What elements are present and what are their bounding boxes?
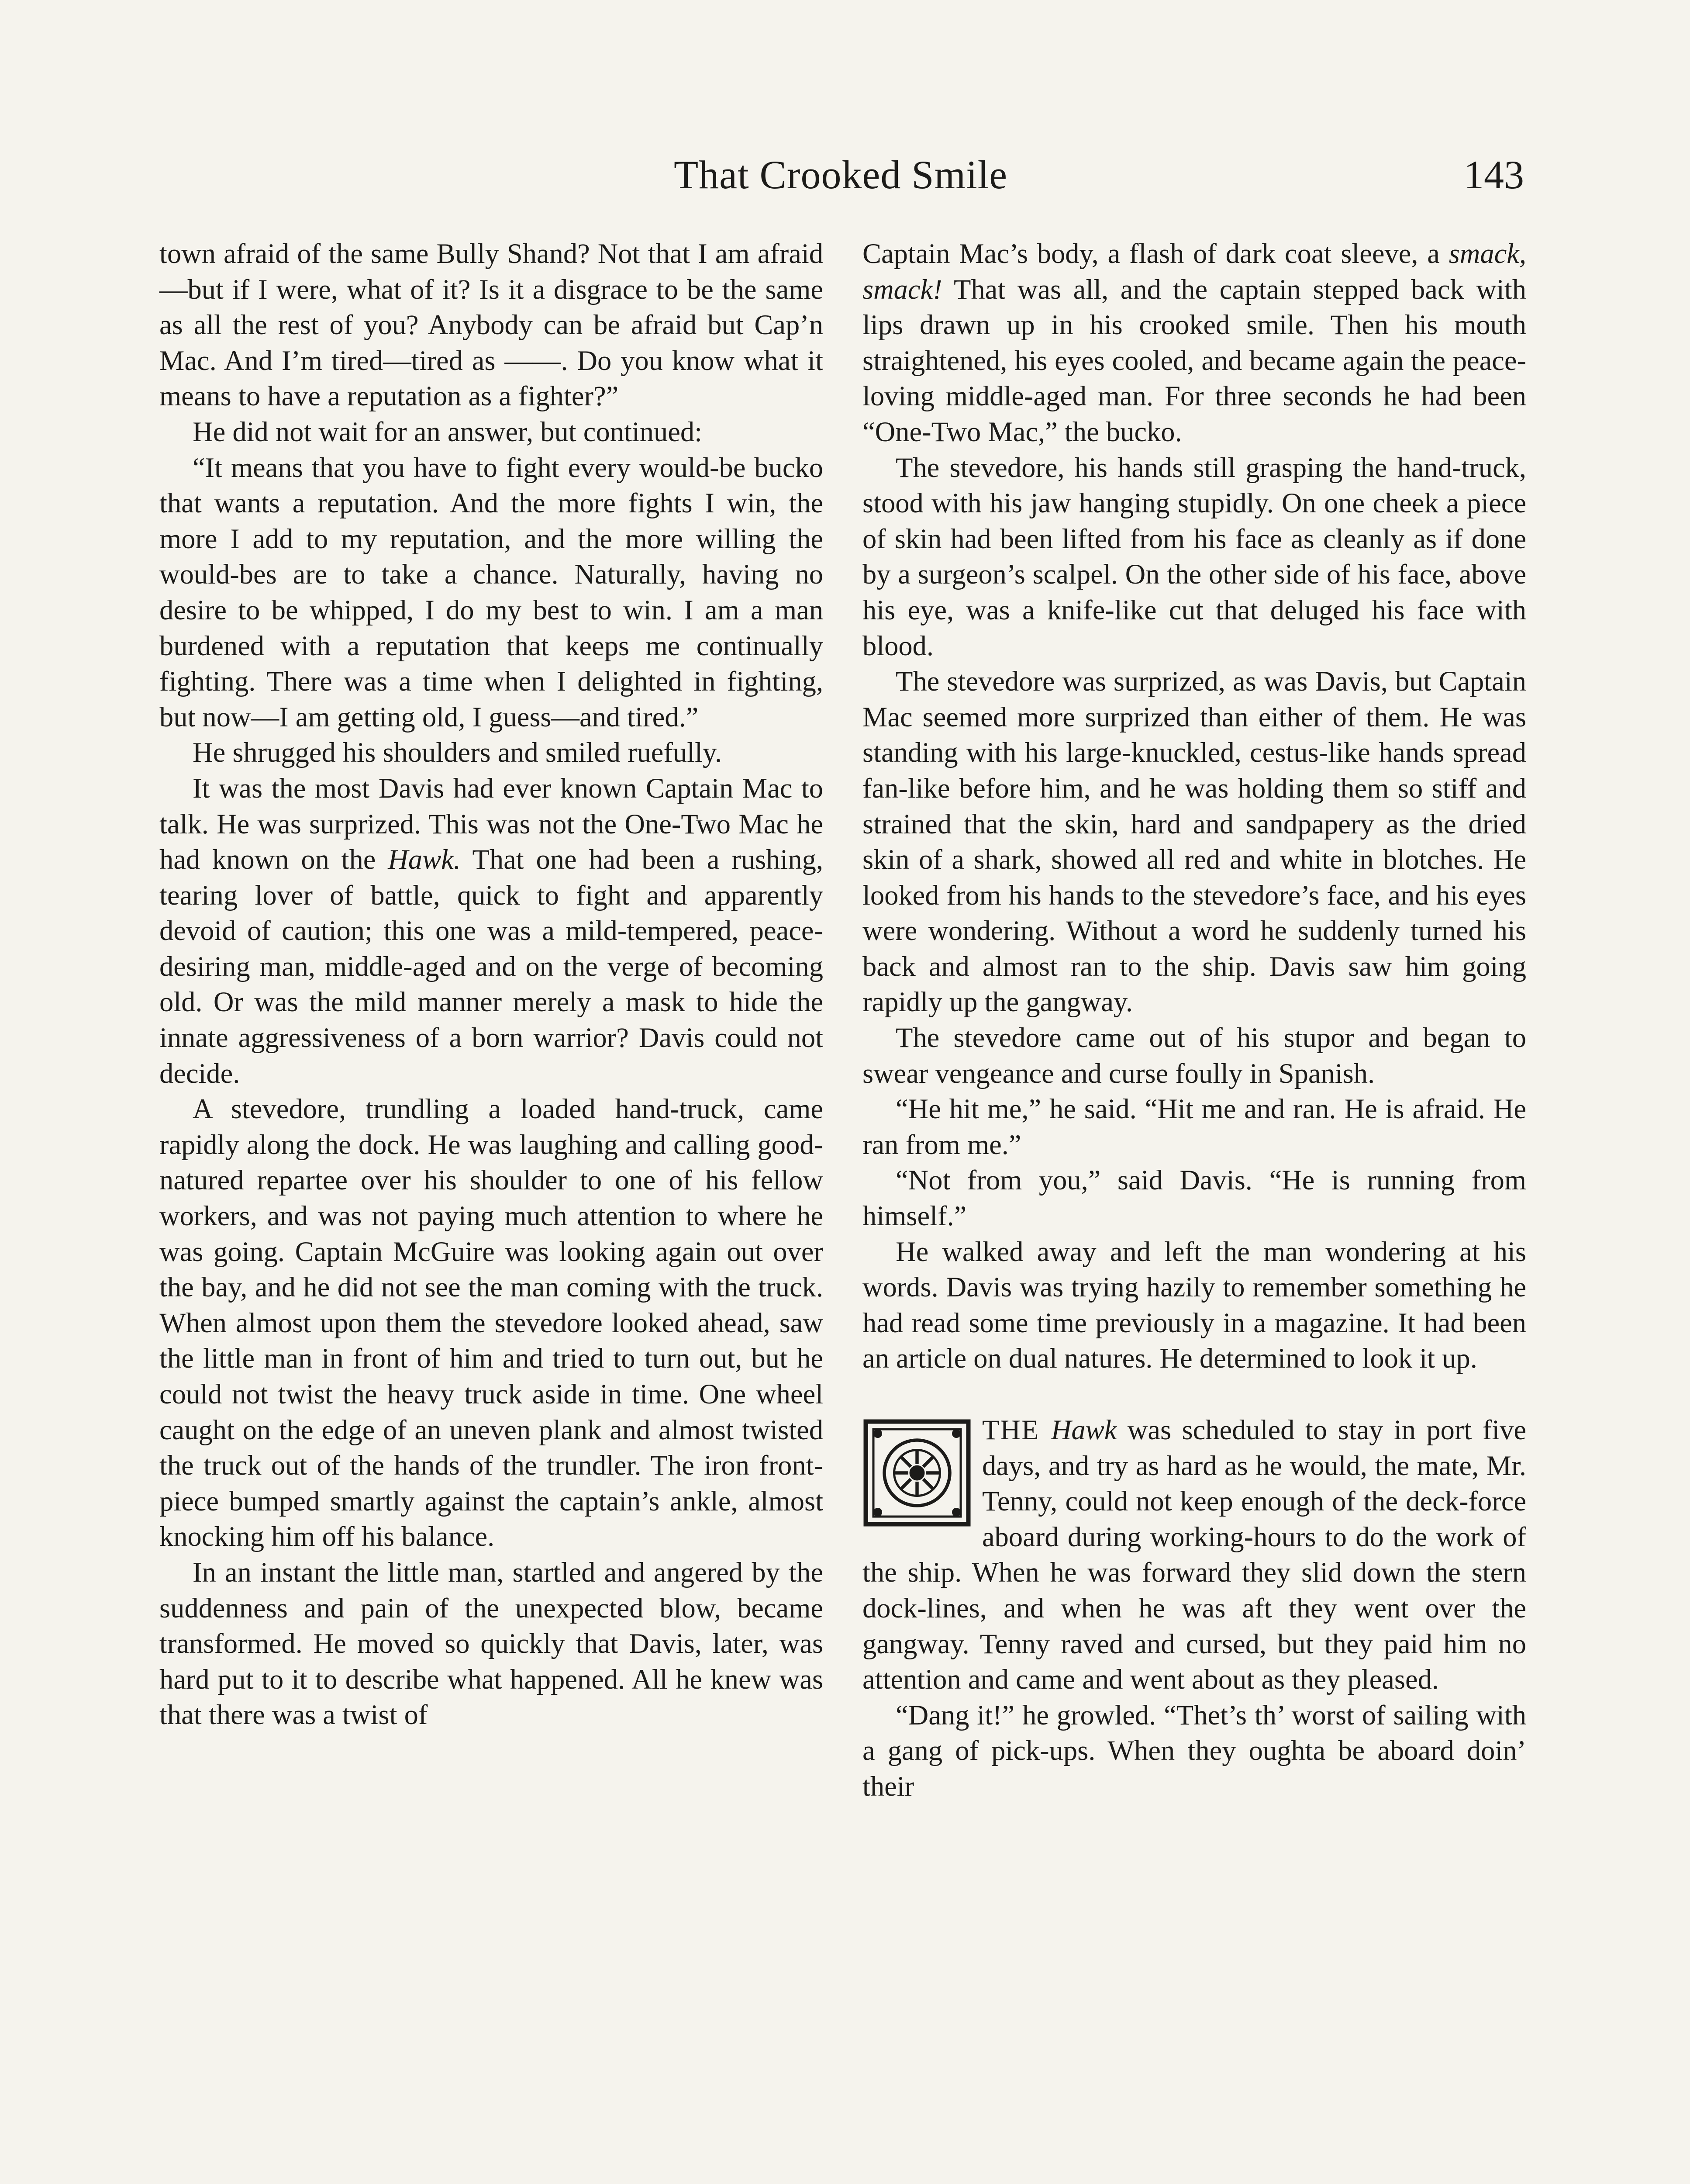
running-title: That Crooked Smile [673,152,1008,197]
text-span: “Dang it!” he growled. “Thet’s th’ worst of sailing with a gang of pick-ups. When they oughta be aboard doin’ their [862,1699,1526,1802]
italic-text: smack, smack! [862,238,1526,305]
page-number: 143 [1464,152,1524,197]
paragraph [159,1555,823,1733]
paragraph [159,236,823,414]
text-span: The stevedore, his hands still grasping the hand-truck, stood with his jaw hanging stupidly. On one cheek a piece of skin had been lifted from his face as cleanly as if done by a surgeon’s scalpel. On the other side of his face, above his eye, was a knife-like cut that deluged his face with blood. [862,452,1526,661]
text-span: He shrugged his shoulders and smiled ruefully. [193,737,722,768]
section-break [862,1376,1526,1412]
right-column [862,236,1526,1804]
paragraph [862,236,1526,450]
italic-text: Hawk [1051,1414,1117,1445]
text-span: “It means that you have to fight every would-be bucko that wants a reputation. And the more fights I win, the more I add to my reputation, and the more willing the would-bes are to take a chance. Naturally, having no desire to be whipped, I do my best to win. I am a man burdened with a reputation that keeps me continually fighting. There was a time when I delighted in fighting, but now—I am getting old, I guess—and tired.” [159,452,823,733]
text-span: It was the most Davis had ever known Captain Mac to talk. He was surprized. This was not the One-Two Mac he had known on the [159,772,823,875]
text-span: “He hit me,” he said. “Hit me and ran. He is afraid. He ran from me.” [862,1093,1526,1160]
paragraph [862,663,1526,1020]
text-span: THE [982,1414,1051,1445]
paragraph [862,1234,1526,1376]
paragraph [159,1091,823,1555]
paragraph [862,1412,1526,1697]
dropcap-ornament [862,1418,972,1527]
ornament-dropcap-icon [862,1418,972,1527]
text-span: was scheduled to stay in port five days, and try as hard as he would, the mate, Mr. Tenny, could not keep enough of the deck-force aboard during working-hours to do the work of the ship. When he was forward they slid down the stern dock-lines, and when he was aft they went over the gangway. Tenny raved and cursed, but they paid him no attention and came and went about as they pleased. [862,1414,1526,1695]
text-span: The stevedore came out of his stupor and began to swear vengeance and curse foully in Spanish. [862,1022,1526,1089]
paragraph [862,1697,1526,1804]
paragraph [862,450,1526,664]
paragraph [862,1162,1526,1234]
text-span: Captain Mac’s body, a flash of dark coat sleeve, a [862,238,1449,269]
italic-text: Hawk. [388,844,461,875]
paragraph [159,450,823,735]
paragraph [159,771,823,1091]
text-span: “Not from you,” said Davis. “He is running from himself.” [862,1165,1526,1232]
paragraph [862,1091,1526,1162]
text-span: He did not wait for an answer, but continued: [193,416,703,447]
paragraph [159,414,823,450]
text-span: That was all, and the captain stepped back with lips drawn up in his crooked smile. Then his mouth straightened, his eyes cooled, and became again the peace-loving middle-aged man. For three seconds he had been “One-Two Mac,” the bucko. [862,273,1526,447]
running-head [157,144,1524,205]
text-span: A stevedore, trundling a loaded hand-truck, came rapidly along the dock. He was laughing and calling good-natured repartee over his shoulder to one of his fellow workers, and was not paying much attention to where he was going. Captain McGuire was looking again out over the bay, and he did not see the man coming with the truck. When almost upon them the stevedore looked ahead, saw the little man in front of him and tried to turn out, but he could not twist the heavy truck aside in time. One wheel caught on the edge of an uneven plank and almost twisted the truck out of the hands of the trundler. The iron front-piece bumped smartly against the captain’s ankle, almost knocking him off his balance. [159,1093,823,1552]
text-span: The stevedore was surprized, as was Davis, but Captain Mac seemed more surprized than either of them. He was standing with his large-knuckled, cestus-like hands spread fan-like before him, and he was holding them so stiff and strained that the skin, hard and sandpapery as the dried skin of a shark, showed all red and white in blotches. He looked from his hands to the stevedore’s face, and his eyes were wondering. Without a word he suddenly turned his back and almost ran to the ship. Davis saw him going rapidly up the gangway. [862,666,1526,1018]
text-span: That one had been a rushing, tearing lover of battle, quick to fight and apparently devoid of caution; this one was a mild-tempered, peace-desiring man, middle-aged and on the verge of becoming old. Or was the mild manner merely a mask to hide the innate aggressiveness of a born warrior? Davis could not decide. [159,844,823,1089]
paragraph [159,735,823,771]
paragraph [862,1020,1526,1091]
left-column [159,236,823,1733]
text-span: In an instant the little man, startled and angered by the suddenness and pain of the unexpected blow, became transformed. He moved so quickly that Davis, later, was hard put to it to describe what happened. All he knew was that there was a twist of [159,1556,823,1731]
text-span: He walked away and left the man wondering at his words. Davis was trying hazily to remember something he had read some time previously in a magazine. It had been an article on dual natures. He determined to look it up. [862,1236,1526,1374]
text-span: town afraid of the same Bully Shand? Not that I am afraid—but if I were, what of it? Is it a disgrace to be the same as all the rest of you? Anybody can be afraid but Cap’n Mac. And I’m tired—tired as ——. Do you know what it means to have a reputation as a fighter?” [159,238,823,412]
